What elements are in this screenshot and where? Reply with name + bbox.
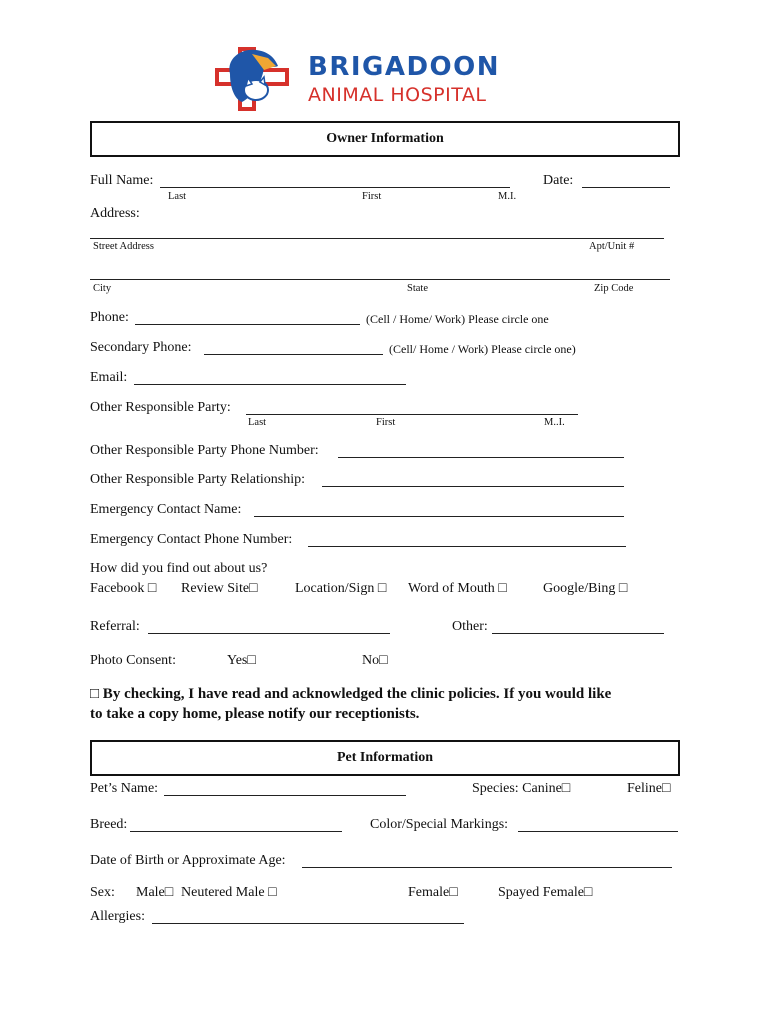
find-option-word-of-mouth[interactable]: Word of Mouth □ (408, 581, 507, 596)
other-label: Other: (452, 619, 488, 634)
photo-consent-yes[interactable]: Yes□ (227, 653, 256, 668)
find-option-google-bing[interactable]: Google/Bing □ (543, 581, 628, 596)
phone-label: Phone: (90, 310, 129, 325)
op-relationship-field[interactable] (322, 486, 624, 487)
emergency-name-label: Emergency Contact Name: (90, 502, 242, 517)
op-first-caption: First (376, 417, 396, 428)
apt-caption: Apt/Unit # (589, 241, 635, 252)
photo-consent-label: Photo Consent: (90, 653, 176, 668)
secondary-phone-field[interactable] (204, 354, 383, 355)
logo-title: BRIGADOON (308, 52, 501, 82)
op-mi-caption: M..I. (544, 417, 565, 428)
sex-spayed-female-option[interactable]: Spayed Female□ (498, 885, 593, 900)
pet-name-field[interactable] (164, 795, 406, 796)
other-party-field[interactable] (246, 414, 578, 415)
sex-label: Sex: (90, 885, 115, 900)
breed-field[interactable] (130, 831, 342, 832)
email-field[interactable] (134, 384, 406, 385)
phone-note: (Cell / Home/ Work) Please circle one (366, 312, 549, 326)
find-option-facebook[interactable]: Facebook □ (90, 581, 157, 596)
pet-info-title: Pet Information (336, 750, 434, 765)
op-phone-field[interactable] (338, 457, 624, 458)
hospital-logo (212, 44, 562, 114)
op-relationship-label: Other Responsible Party Relationship: (90, 472, 306, 487)
other-party-label: Other Responsible Party: (90, 400, 231, 415)
find-option-review-site[interactable]: Review Site□ (181, 581, 258, 596)
sex-neutered-male-option[interactable]: Neutered Male □ (181, 885, 277, 900)
zip-caption: Zip Code (594, 283, 634, 294)
owner-info-title: Owner Information (326, 131, 444, 146)
full-name-field[interactable] (160, 187, 510, 188)
dob-label: Date of Birth or Approximate Age: (90, 853, 286, 868)
emergency-phone-label: Emergency Contact Phone Number: (90, 532, 293, 547)
policy-acknowledgement-text: to take a copy home, please notify our receptionists. (90, 706, 420, 722)
other-field[interactable] (492, 633, 664, 634)
street-address-field[interactable] (90, 238, 664, 239)
sex-female-option[interactable]: Female□ (408, 885, 458, 900)
dob-field[interactable] (302, 867, 672, 868)
date-field[interactable] (582, 187, 670, 188)
find-us-question: How did you find out about us? (90, 561, 268, 576)
state-caption: State (407, 283, 428, 294)
emergency-phone-field[interactable] (308, 546, 626, 547)
email-label: Email: (90, 370, 128, 385)
pet-name-label: Pet’s Name: (90, 781, 159, 796)
referral-label: Referral: (90, 619, 140, 634)
owner-info-header (90, 121, 680, 157)
referral-field[interactable] (148, 633, 390, 634)
op-phone-label: Other Responsible Party Phone Number: (90, 443, 319, 458)
sex-male-option[interactable]: Male□ (136, 885, 174, 900)
breed-label: Breed: (90, 817, 128, 832)
color-markings-label: Color/Special Markings: (370, 817, 509, 832)
city-caption: City (93, 283, 112, 294)
photo-consent-no[interactable]: No□ (362, 653, 388, 668)
species-feline-option[interactable]: Feline□ (627, 781, 671, 796)
pet-info-header (90, 740, 680, 776)
address-label: Address: (90, 206, 140, 221)
full-name-label: Full Name: (90, 173, 154, 188)
species-canine-option[interactable]: Species: Canine□ (472, 781, 571, 796)
first-caption: First (362, 191, 382, 202)
emergency-name-field[interactable] (254, 516, 624, 517)
policy-acknowledgement-checkbox[interactable]: □ By checking, I have read and acknowledged the clinic policies. If you would like (90, 686, 612, 702)
city-state-zip-field[interactable] (90, 279, 670, 280)
secondary-phone-note: (Cell/ Home / Work) Please circle one) (389, 342, 576, 356)
allergies-field[interactable] (152, 923, 464, 924)
find-option-location-sign[interactable]: Location/Sign □ (295, 581, 387, 596)
date-label: Date: (543, 173, 574, 188)
last-caption: Last (168, 191, 187, 202)
color-markings-field[interactable] (518, 831, 678, 832)
op-last-caption: Last (248, 417, 267, 428)
street-caption: Street Address (93, 241, 154, 252)
mi-caption: M.I. (498, 191, 517, 202)
secondary-phone-label: Secondary Phone: (90, 340, 192, 355)
dog-cat-cross-emblem (212, 44, 296, 114)
logo-subtitle: ANIMAL HOSPITAL (308, 84, 487, 106)
allergies-label: Allergies: (90, 909, 145, 924)
phone-field[interactable] (135, 324, 360, 325)
